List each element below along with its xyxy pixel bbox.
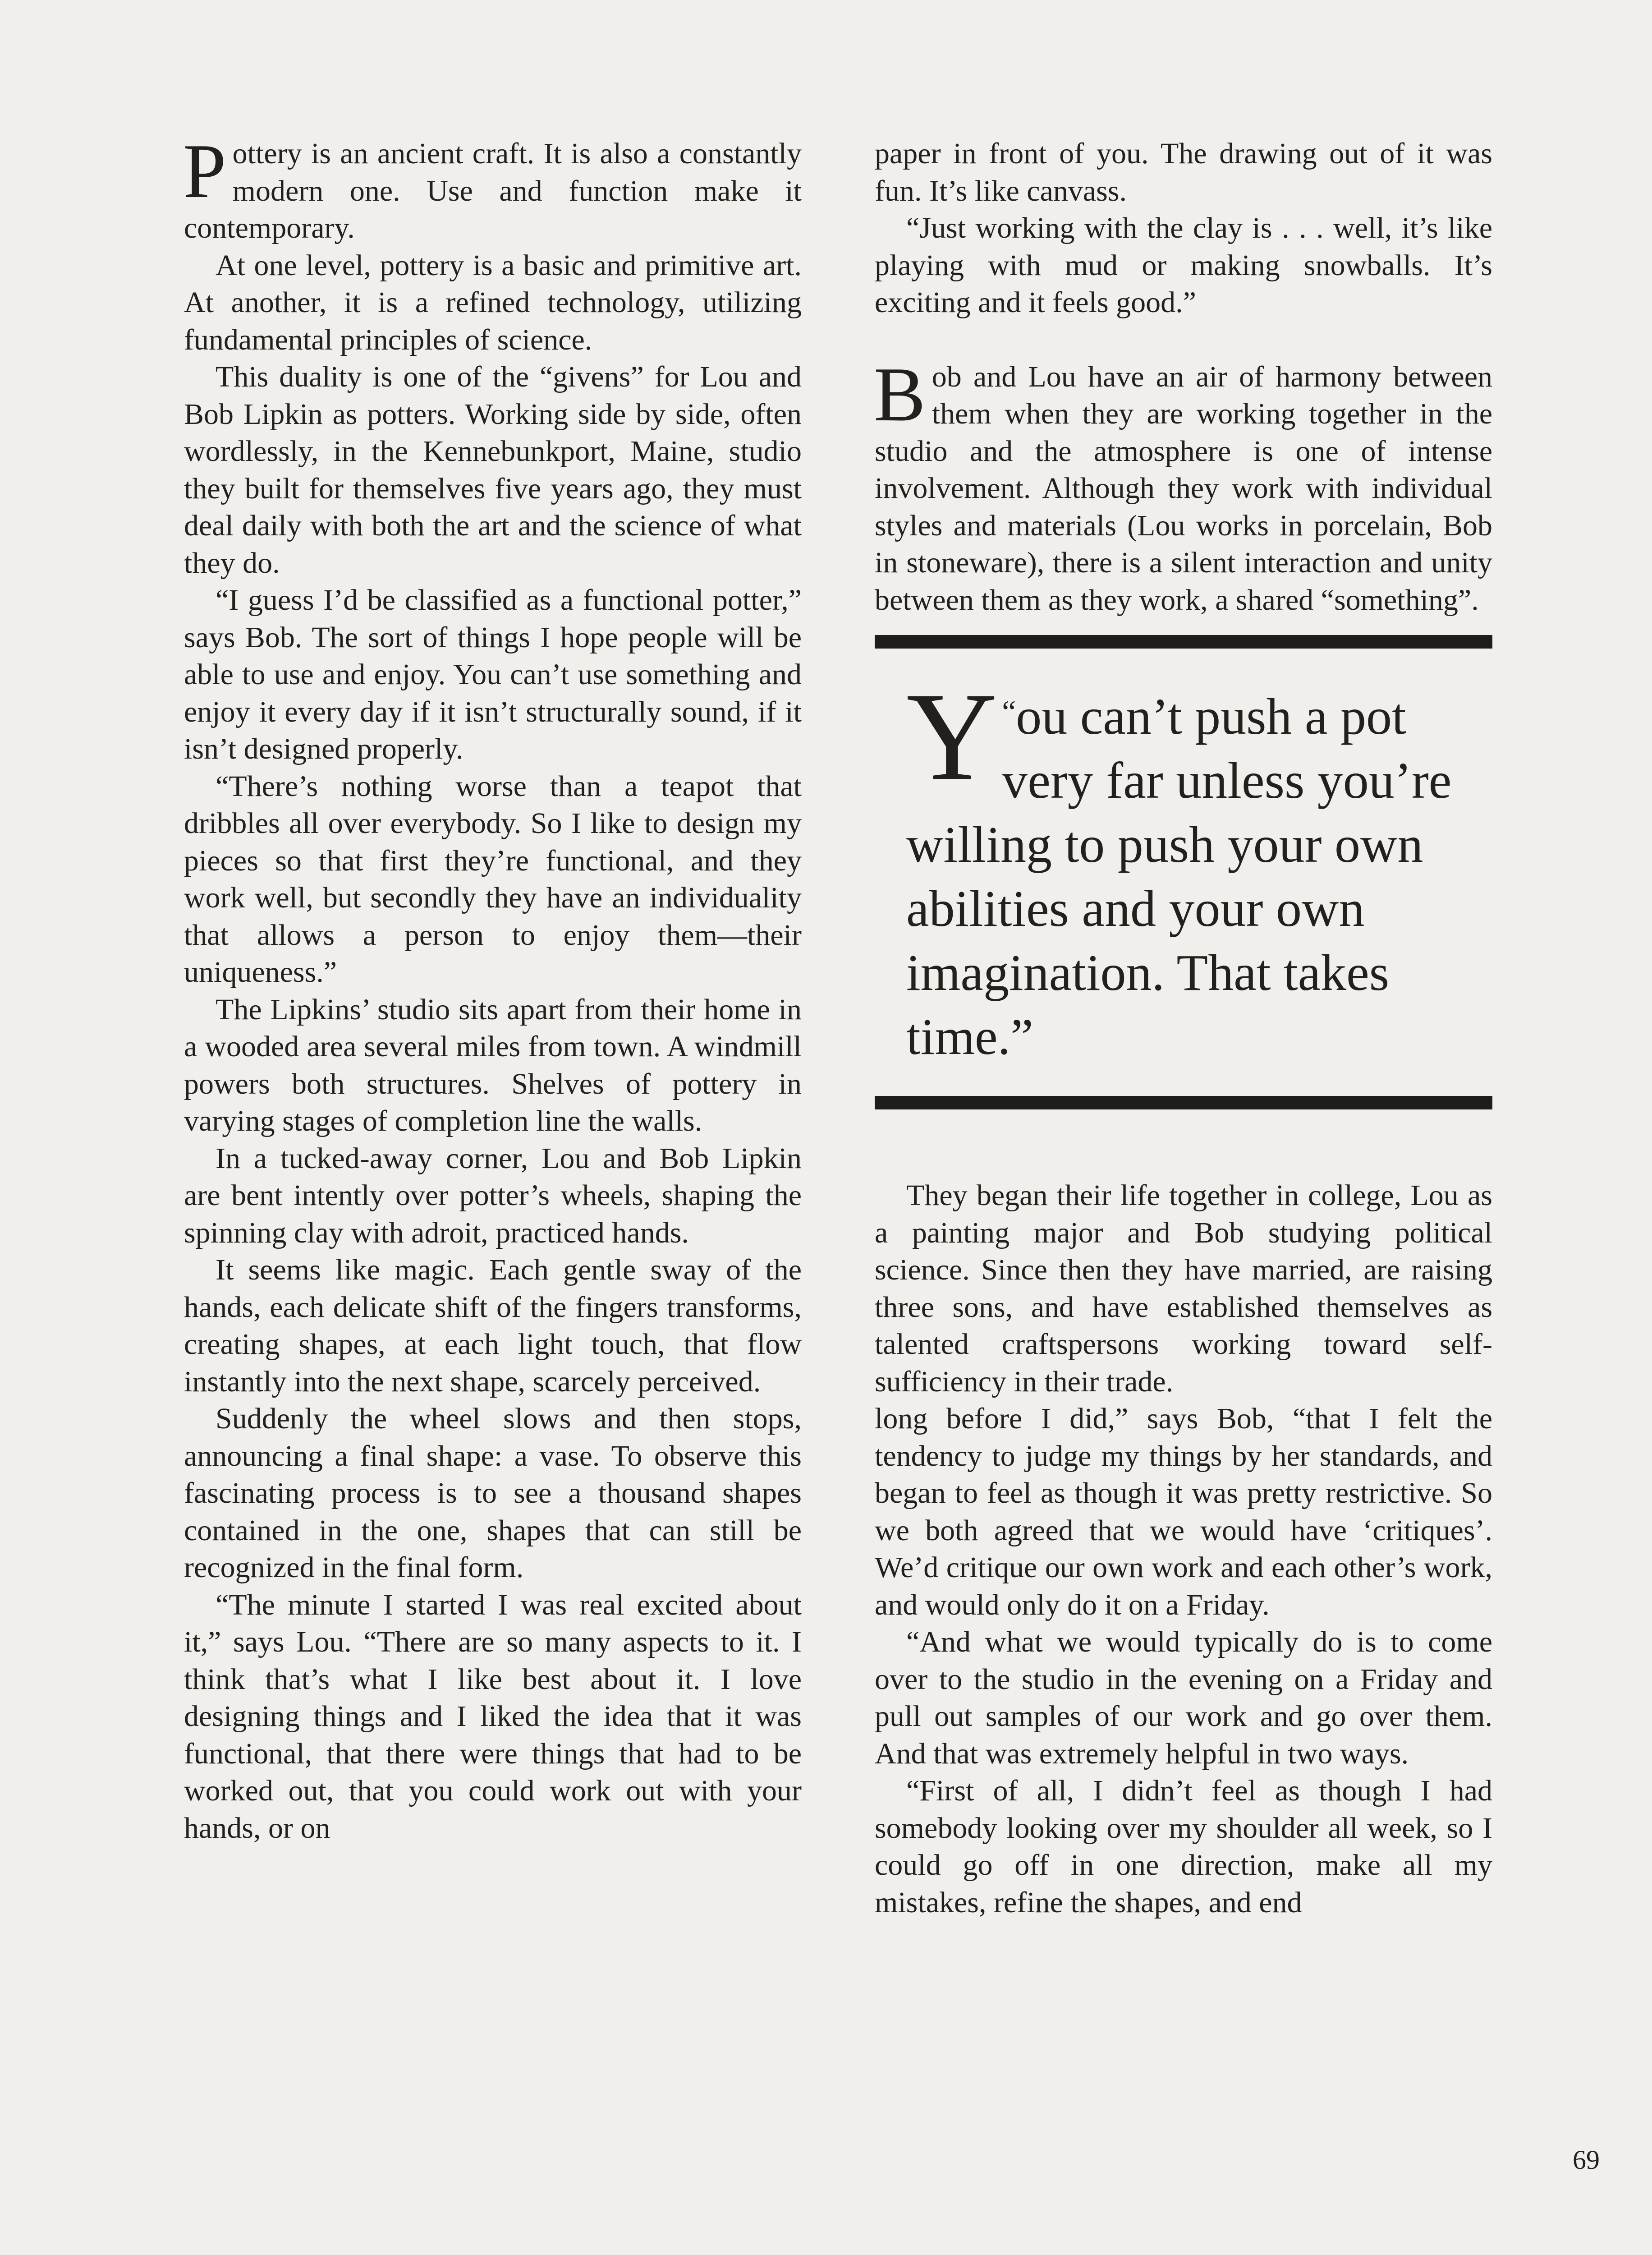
body-paragraph: In a tucked-away corner, Lou and Bob Lipkin are bent intently over potter’s wheels, shaping the spinning clay with adroit, practiced hands. (184, 1141, 802, 1249)
paragraph-text: ob and Lou have an air of harmony between them when they are working together in the studio and the atmosphere is one of intense involvement. Although they work with individual styles and materials (Lou works in porcelain, Bob in stoneware), there is a silent interaction and unity between them as they work, a shared “something”. (875, 360, 1492, 617)
body-paragraph: They began their life together in college, Lou as a painting major and Bob studying political science. Since then they have married, are raising three sons, and have established themselves as talented craftspersons working toward self-sufficiency in their trade. (875, 1179, 1492, 1398)
pull-quote (875, 649, 1492, 1096)
pull-quote-bottom-rule (875, 1096, 1492, 1109)
body-paragraph: “First of all, I didn’t feel as though I had somebody looking over my shoulder all week, so I could go off in one direction, make all my mistakes, refine the shapes, and end (875, 1774, 1492, 1919)
article-intro-paragraph (183, 129, 802, 247)
body-paragraph: “Just working with the clay is . . . well, it’s like playing with mud or making snowballs. It’s exciting and it feels good.” (875, 212, 1492, 319)
continued-paragraph: paper in front of you. The drawing out of it was fun. It’s like canvass. (875, 137, 1492, 207)
pull-quote-top-rule (875, 635, 1492, 649)
body-paragraph: It seems like magic. Each gentle sway of the hands, each delicate shift of the fingers transforms, creating shapes, at each light touch, that flow instantly into the next shape, scarcely perceived. (184, 1253, 802, 1398)
body-paragraph: long before I did,” says Bob, “that I felt the tendency to judge my things by her standards, and began to feel as though it was pretty restrictive. So we both agreed that we would have ‘critiques’. We’d critique our own work and each other’s work, and would only do it on a Friday. (875, 1402, 1492, 1621)
body-paragraph: At one level, pottery is a basic and primitive art. At another, it is a refined technology, utilizing fundamental principles of science. (184, 249, 802, 356)
paragraph-text: ottery is an ancient craft. It is also a constantly modern one. Use and function make it contemporary. (184, 137, 802, 244)
pull-quote-drop-cap: Y (906, 666, 998, 806)
body-paragraph: “There’s nothing worse than a teapot that dribbles all over everybody. So I like to design my pieces so that first they’re functional, and they work well, but secondly they have an individuality that allows a person to enjoy them—their uniqueness.” (184, 769, 802, 989)
pull-quote-text: ou can’t push a pot very far unless you’re willing to push your own abilities and your own imagination. That takes time.” (906, 688, 1452, 1065)
drop-cap: P (183, 129, 226, 214)
left-column (183, 129, 802, 1847)
body-paragraph: “The minute I started I was real excited about it,” says Lou. “There are so many aspects to it. I think that’s what I like best about it. I love designing things and I liked the idea that it was functional, that there were things that had to be worked out, that you could work out with your hands, or on (184, 1588, 802, 1845)
section-paragraph (874, 351, 1492, 619)
drop-cap: B (874, 351, 926, 437)
body-paragraph: “And what we would typically do is to come over to the studio in the evening on a Friday and pull out samples of our work and go over them. And that was extremely helpful in two ways. (875, 1625, 1492, 1770)
body-paragraph: The Lipkins’ studio sits apart from their home in a wooded area several miles from town. A windmill powers both structures. Shelves of pottery in varying stages of completion line the walls. (184, 993, 802, 1137)
page-number: 69 (1573, 2145, 1600, 2175)
body-paragraph: Suddenly the wheel slows and then stops, announcing a final shape: a vase. To observe this fascinating process is to see a thousand shapes contained in the one, shapes that can still be recognized in the final form. (184, 1402, 802, 1584)
body-paragraph: “I guess I’d be classified as a functional potter,” says Bob. The sort of things I hope people will be able to use and enjoy. You can’t use something and enjoy it every day if it isn’t structurally sound, if it isn’t designed properly. (184, 584, 802, 765)
body-paragraph: This duality is one of the “givens” for Lou and Bob Lipkin as potters. Working side by side, often wordlessly, in the Kennebunkport, Maine, studio they built for themselves five years ago, they must deal daily with both the art and the science of what they do. (184, 360, 802, 580)
pull-quote-open-mark: “ (1002, 695, 1016, 729)
right-column (875, 135, 1492, 1921)
